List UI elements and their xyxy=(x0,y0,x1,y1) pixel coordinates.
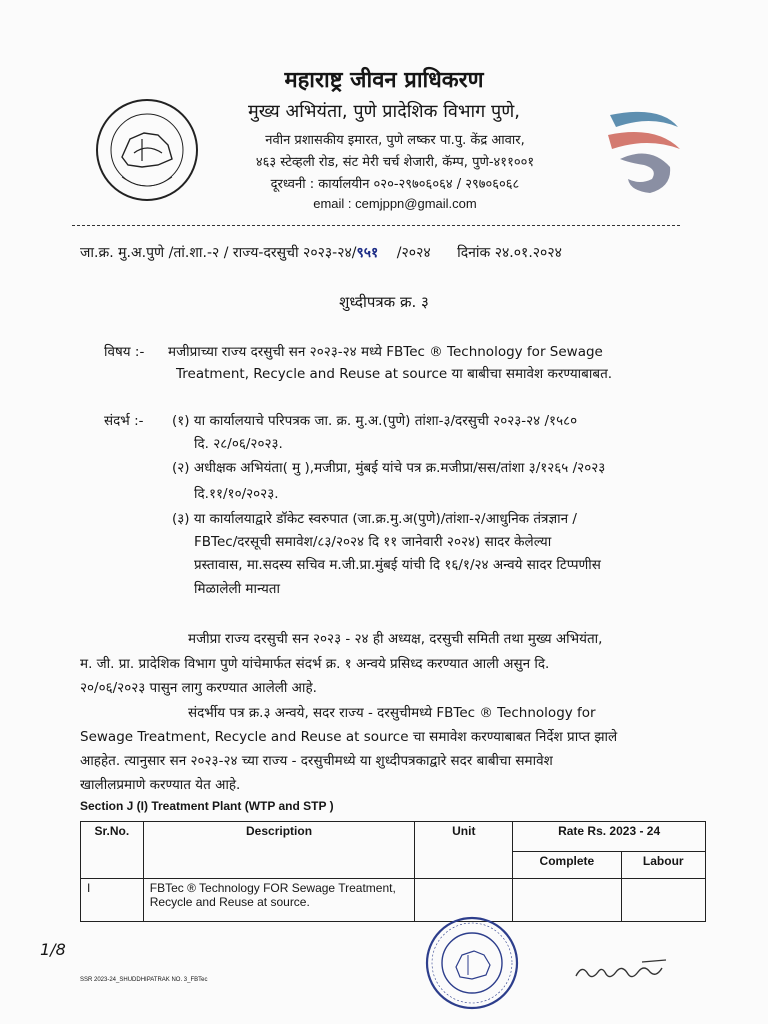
reference-1-line-2: दि. २८/०६/२०२३. xyxy=(194,436,283,452)
divider xyxy=(72,225,680,226)
para-1-line-3: २०/०६/२०२३ पासुन लागु करण्यात आलेली आहे. xyxy=(80,680,317,696)
header-complete: Complete xyxy=(513,851,621,878)
table-header-row xyxy=(81,822,706,852)
reference-year: /२०२४ xyxy=(396,245,431,261)
table-row xyxy=(81,879,706,922)
references-label: संदर्भ :- xyxy=(104,413,144,429)
footer-code: SSR 2023-24_SHUDDHIPATRAK NO. 3_FBTec xyxy=(80,977,208,983)
official-seal-stamp xyxy=(424,915,520,1011)
reference-3-line-2: FBTec/दरसूची समावेश/८३/२०२४ दि ११ जानेवारी २०२४) सादर केलेल्या xyxy=(194,534,552,550)
subject-line-1: मजीप्राच्या राज्य दरसुची सन २०२३-२४ मध्ये FBTec ® Technology for Sewage xyxy=(168,344,603,360)
reference-3-line-1: (३) या कार्यालयाद्वारे डॉकेट स्वरुपात (जा.क्र.मु.अ(पुणे)/तांशा-२/आधुनिक तंत्रज्ञान / xyxy=(172,511,577,527)
cell-description: FBTec ® Technology FOR Sewage Treatment, Recycle and Reuse at source. xyxy=(143,879,415,922)
header-description: Description xyxy=(143,822,415,879)
header-srno: Sr.No. xyxy=(81,822,144,879)
section-title: Section J (I) Treatment Plant (WTP and STP ) xyxy=(80,799,334,813)
reference-date: दिनांक २४.०१.२०२४ xyxy=(457,245,562,261)
header-labour: Labour xyxy=(621,851,705,878)
address-line-1: नवीन प्रशासकीय इमारत, पुणे लष्कर पा.पु. केंद्र आवार, xyxy=(265,133,525,148)
para-2-line-1: संदर्भीय पत्र क्र.३ अन्वये, सदर राज्य - दरसुचीमध्ये FBTec ® Technology for xyxy=(188,705,596,721)
office-subtitle: मुख्य अभियंता, पुणे प्रादेशिक विभाग पुणे, xyxy=(248,101,520,122)
subject-label: विषय :- xyxy=(104,344,145,360)
email-line: email : cemjppn@gmail.com xyxy=(313,196,477,211)
reference-number: ९५१ xyxy=(356,245,379,261)
para-2-line-2: Sewage Treatment, Recycle and Reuse at source चा समावेश करण्याबाबत निर्देश प्राप्त झाले xyxy=(80,729,618,745)
subject-line-2: Treatment, Recycle and Reuse at source या बाबीचा समावेश करण्याबाबत. xyxy=(176,366,613,382)
reference-2-line-2: दि.११/१०/२०२३. xyxy=(194,486,279,502)
rate-table xyxy=(80,821,706,922)
header-unit: Unit xyxy=(415,822,513,879)
para-2-line-4: खालीलप्रमाणे करण्यात येत आहे. xyxy=(80,777,241,793)
reference-1-line-1: (१) या कार्यालयाचे परिपत्रक जा. क्र. मु.अ.(पुणे) तांशा-३/दरसुची २०२३-२४ /१५८० xyxy=(172,413,578,429)
para-2-line-3: आहहेत. त्यानुसार सन २०२३-२४ च्या राज्य - दरसुचीमध्ये या शुध्दीपत्रकाद्वारे सदर बाबीचा समावेश xyxy=(80,753,553,769)
cell-labour xyxy=(621,879,705,922)
cell-srno: I xyxy=(81,879,144,922)
reference-3-line-4: मिळालेली मान्यता xyxy=(194,581,280,597)
reference-3-line-3: प्रस्तावास, मा.सदस्य सचिव म.जी.प्रा.मुंबई यांची दि १६/१/२४ अन्वये सादर टिप्पणीस xyxy=(194,557,601,573)
page-marker: 1/8 xyxy=(40,940,66,959)
reference-2-line-1: (२) अधीक्षक अभियंता( मु ),मजीप्रा, मुंबई यांचे पत्र क्र.मजीप्रा/सस/तांशा ३/१२६५ /२०२३ xyxy=(172,460,606,476)
corrigendum-title: शुध्दीपत्रक क्र. ३ xyxy=(339,293,429,311)
signature xyxy=(572,950,672,990)
header-rate: Rate Rs. 2023 - 24 xyxy=(513,822,706,852)
reference-line xyxy=(80,243,562,262)
para-1-line-1: मजीप्रा राज्य दरसुची सन २०२३ - २४ ही अध्यक्ष, दरसुची समिती तथा मुख्य अभियंता, xyxy=(188,631,603,647)
address-line-2: ४६३ स्टेव्हली रोड, संट मेरी चर्च शेजारी, कॅम्प, पुणे-४११००१ xyxy=(255,155,535,170)
phone-line: दूरध्वनी : कार्यालयीन ०२०-२९७०६०६४ / २९७०६०६८ xyxy=(270,177,520,192)
reference-prefix: जा.क्र. मु.अ.पुणे /तां.शा.-२ / राज्य-दरसुची २०२३-२४/ xyxy=(80,245,357,261)
cell-complete xyxy=(513,879,621,922)
para-1-line-2: म. जी. प्रा. प्रादेशिक विभाग पुणे यांचेमार्फत संदर्भ क्र. १ अन्वये प्रसिध्द करण्यात आली असुन दि. xyxy=(80,656,550,672)
org-title: महाराष्ट्र जीवन प्राधिकरण xyxy=(284,68,484,93)
